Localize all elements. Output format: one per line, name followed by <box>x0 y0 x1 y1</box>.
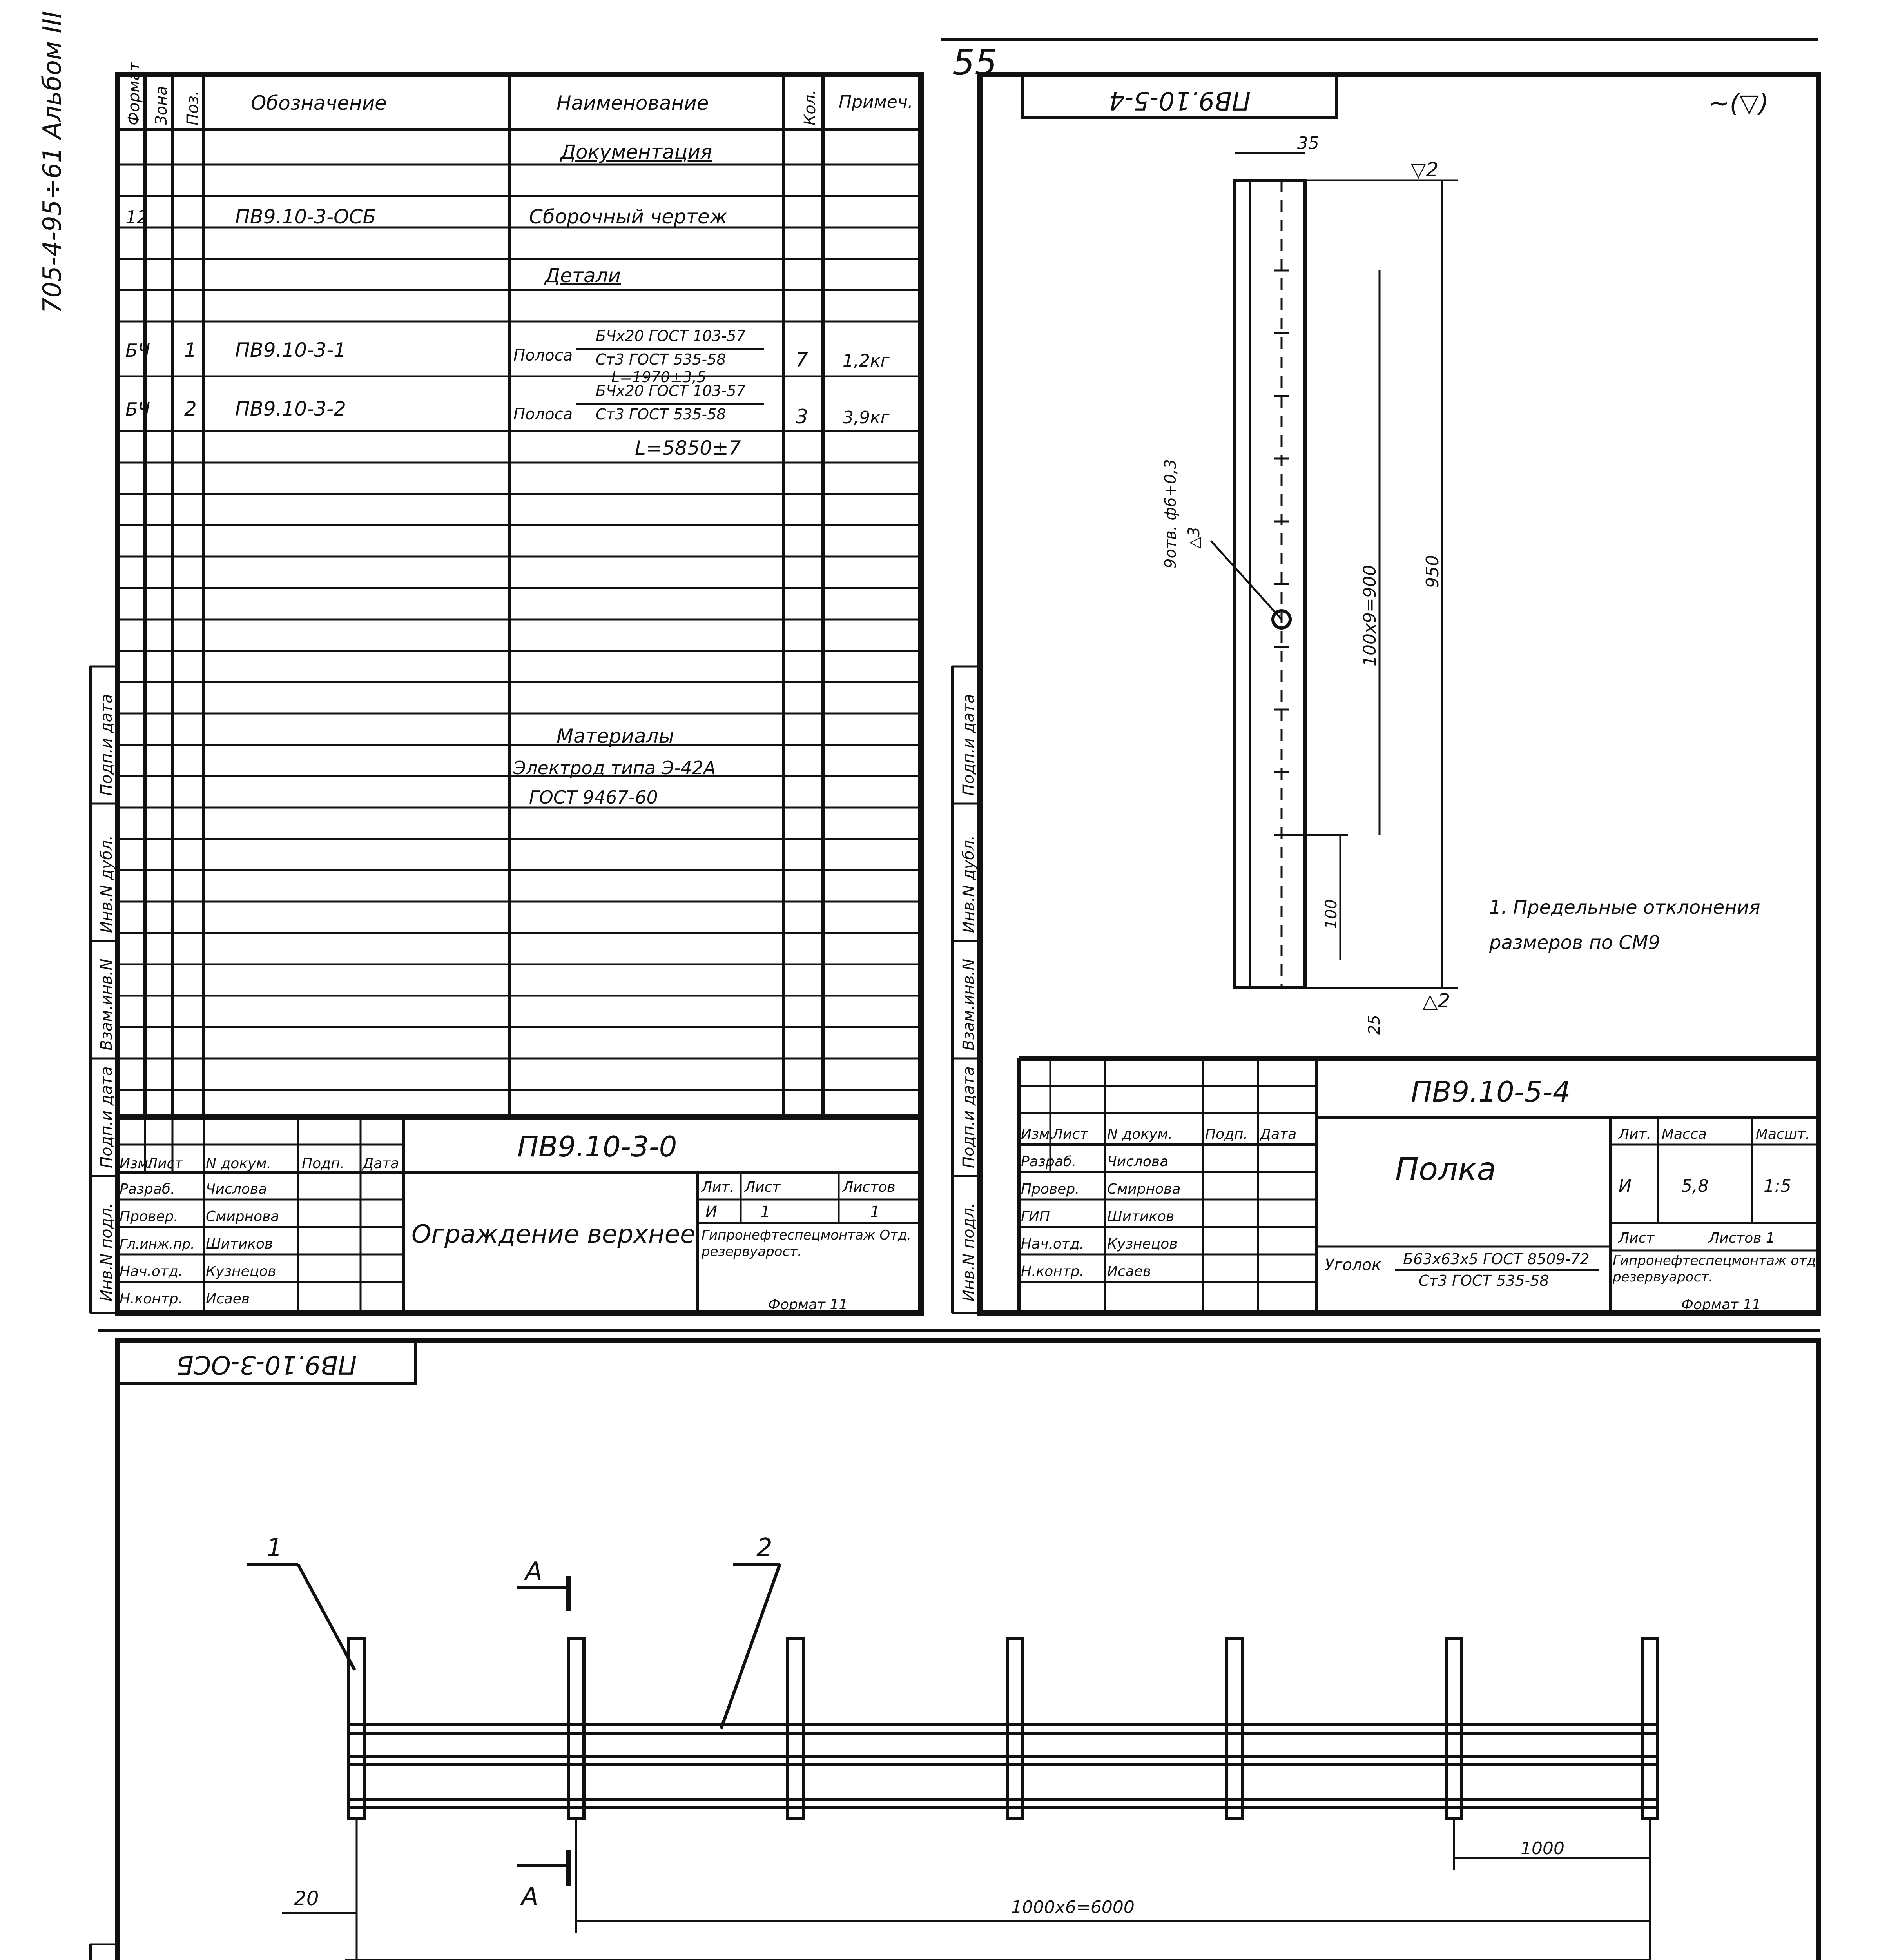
row2-qty: 7 <box>796 348 808 371</box>
shelf-dim-25: 25 <box>1365 1015 1383 1035</box>
tb-sheets-value: 1 <box>870 1203 880 1221</box>
shelf-dim-950: 950 <box>1423 555 1443 588</box>
row3-format: БЧ <box>125 399 150 420</box>
tb-col-date: Дата <box>363 1156 399 1172</box>
side-col-1: Инв.N подл. <box>98 1203 116 1301</box>
tb-role-2: Провер. <box>120 1209 178 1225</box>
pos1-label: 1 <box>266 1534 283 1563</box>
shelf-dim-top: ▽2 <box>1411 158 1439 181</box>
shelf-scale-value: 1:5 <box>1764 1176 1791 1196</box>
row2-format: БЧ <box>125 340 150 361</box>
tb-role-5: Н.контр. <box>120 1291 183 1307</box>
shelf-side-col-1: Инв.N подл. <box>960 1203 978 1301</box>
shelf-org: Гипронефтеспецмонтаж отд. резервуарост. <box>1613 1253 1820 1285</box>
tb-sheet: Лист <box>745 1179 781 1195</box>
tb-name-1: Числова <box>206 1181 267 1197</box>
shelf-side-col-2: Подп.и дата <box>960 1066 978 1168</box>
row3-name-c: Ст3 ГОСТ 535-58 <box>596 406 726 423</box>
row3-qty: 3 <box>796 405 808 428</box>
row2-name-a: Полоса <box>513 347 573 365</box>
material-line2: ГОСТ 9467-60 <box>529 787 658 808</box>
shelf-side-col-3: Взам.инв.N <box>960 958 978 1051</box>
shelf-name-2: Смирнова <box>1107 1181 1181 1197</box>
hdr-name: Наименование <box>557 92 709 114</box>
row1-format: 12 <box>125 207 149 228</box>
shelf-name-3: Шитиков <box>1107 1209 1175 1225</box>
dim-20: 20 <box>294 1887 319 1910</box>
shelf-scale-label: Масшт. <box>1756 1126 1810 1142</box>
tb-sheets: Листов <box>843 1179 896 1195</box>
shelf-dim-100: 100 <box>1322 899 1340 929</box>
section-materials: Материалы <box>557 725 674 748</box>
row3-name-a: Полоса <box>513 405 573 423</box>
row1-name: Сборочный чертеж <box>529 205 727 228</box>
tb-role-3: Гл.инж.пр. <box>120 1236 195 1252</box>
dim-1000: 1000 <box>1521 1838 1564 1858</box>
tb-role-4: Нач.отд. <box>120 1263 183 1279</box>
hdr-zone: Зона <box>152 86 170 125</box>
assembly-tag: ПВ9.10-3-ОСБ <box>176 1350 357 1379</box>
shelf-col-list: Лист <box>1052 1126 1088 1142</box>
shelf-title: Полка <box>1395 1151 1496 1187</box>
row3-pos: 2 <box>184 397 197 420</box>
row2-name-c: Ст3 ГОСТ 535-58 <box>596 351 726 368</box>
material-line1: Электрод типа Э-42А <box>513 757 716 779</box>
shelf-mass-value: 5,8 <box>1681 1176 1709 1196</box>
side-col-2: Подп.и дата <box>98 1066 116 1168</box>
shelf-side-col-4: Инв.N дубл. <box>960 835 978 933</box>
shelf-material-a: Уголок <box>1325 1256 1381 1274</box>
shelf-dim-pitch: 100x9=900 <box>1360 565 1380 666</box>
shelf-col-date: Дата <box>1260 1126 1297 1142</box>
shelf-format: Формат 11 <box>1681 1297 1761 1313</box>
shelf-sheet-label: Лист <box>1619 1230 1655 1246</box>
tb-col-sign: Подп. <box>302 1156 344 1172</box>
tb-lit: Лит. <box>702 1179 734 1195</box>
hdr-pos: Поз. <box>184 91 202 125</box>
hdr-qty: Кол. <box>801 89 819 125</box>
tb-name-5: Исаев <box>206 1291 250 1307</box>
hdr-note: Примеч. <box>839 92 913 112</box>
shelf-name-5: Исаев <box>1107 1263 1151 1279</box>
shelf-side-col-5: Подп.и дата <box>960 694 978 796</box>
shelf-col-sign: Подп. <box>1205 1126 1248 1142</box>
page-number: 55 <box>952 42 997 83</box>
row2-name-b: БЧх20 ГОСТ 103-57 <box>596 327 746 345</box>
shelf-doc-number: ПВ9.10-5-4 <box>1411 1075 1571 1108</box>
spec-title: Ограждение верхнее <box>412 1220 696 1249</box>
pos2-label: 2 <box>756 1534 772 1563</box>
shelf-role-4: Нач.отд. <box>1021 1236 1084 1252</box>
tb-col-izm: Изм. <box>120 1156 153 1172</box>
row3-name-b: БЧх20 ГОСТ 103-57 <box>596 382 746 399</box>
row3-name-d: L=5850±7 <box>635 437 741 459</box>
shelf-name-1: Числова <box>1107 1154 1169 1170</box>
row3-designation: ПВ9.10-3-2 <box>235 397 346 420</box>
spec-side-cols <box>98 694 116 1301</box>
row3-note: 3,9кг <box>843 408 890 428</box>
shelf-material-c: Ст3 ГОСТ 535-58 <box>1419 1272 1549 1289</box>
row2-designation: ПВ9.10-3-1 <box>235 339 346 361</box>
tb-sheet-value: 1 <box>760 1203 770 1221</box>
tb-lit-value: И <box>705 1203 717 1221</box>
shelf-lit: Лит. <box>1619 1126 1651 1142</box>
shelf-material-b: Б63х63х5 ГОСТ 8509-72 <box>1403 1250 1590 1268</box>
tb-col-ndoc: N докум. <box>206 1156 271 1172</box>
shelf-col-izm: Изм. <box>1021 1126 1054 1142</box>
tb-org: Гипронефтеспецмонтаж Отд. резервуарост. <box>702 1227 912 1259</box>
shelf-mass-label: Масса <box>1662 1126 1707 1142</box>
shelf-lit-value: И <box>1619 1176 1632 1196</box>
hdr-designation: Обозначение <box>251 92 387 114</box>
shelf-role-5: Н.контр. <box>1021 1263 1084 1279</box>
row1-designation: ПВ9.10-3-ОСБ <box>235 205 376 228</box>
row2-name-d: L=1970±3,5 <box>611 368 706 386</box>
shelf-name-4: Кузнецов <box>1107 1236 1178 1252</box>
dim-pitch: 1000x6=6000 <box>1011 1897 1135 1917</box>
row2-pos: 1 <box>184 339 197 361</box>
tb-role-1: Разраб. <box>120 1181 175 1197</box>
shelf-dim-bottom: △2 <box>1423 989 1450 1012</box>
side-col-5: Подп.и дата <box>98 694 116 796</box>
shelf-sheets-label: Листов 1 <box>1709 1230 1775 1246</box>
shelf-role-1: Разраб. <box>1021 1154 1077 1170</box>
side-col-4: Инв.N дубл. <box>98 835 116 933</box>
section-mark-bottom: А <box>521 1882 538 1911</box>
section-docs: Документация <box>560 141 712 163</box>
side-col-3: Взам.инв.N <box>98 958 116 1051</box>
section-parts: Детали <box>545 264 621 287</box>
tb-name-4: Кузнецов <box>206 1263 276 1279</box>
tb-name-3: Шитиков <box>206 1236 273 1252</box>
shelf-note: 1. Предельные отклонения размеров по СМ9 <box>1489 897 1760 954</box>
shelf-col-ndoc: N докум. <box>1107 1126 1173 1142</box>
shelf-tag: ПВ9.10-5-4 <box>1108 86 1251 115</box>
spec-side-label: 705-4-95÷61 Альбом III <box>38 11 67 314</box>
shelf-hole-sym: △3 <box>1185 526 1203 549</box>
row2-note: 1,2кг <box>843 351 890 371</box>
section-mark-top: А <box>525 1557 542 1586</box>
tb-name-2: Смирнова <box>206 1209 279 1225</box>
hdr-format: Формат <box>125 62 143 125</box>
tb-col-list: Лист <box>147 1156 183 1172</box>
tb-format: Формат 11 <box>768 1297 848 1313</box>
shelf-role-2: Провер. <box>1021 1181 1080 1197</box>
shelf-hole: 9отв. ф6+0,3 <box>1162 459 1180 568</box>
spec-doc-number: ПВ9.10-3-0 <box>517 1130 677 1163</box>
shelf-role-3: ГИП <box>1021 1209 1050 1225</box>
shelf-dim-35: 35 <box>1297 133 1319 153</box>
shelf-roughness: ~(▽) <box>1709 89 1769 118</box>
